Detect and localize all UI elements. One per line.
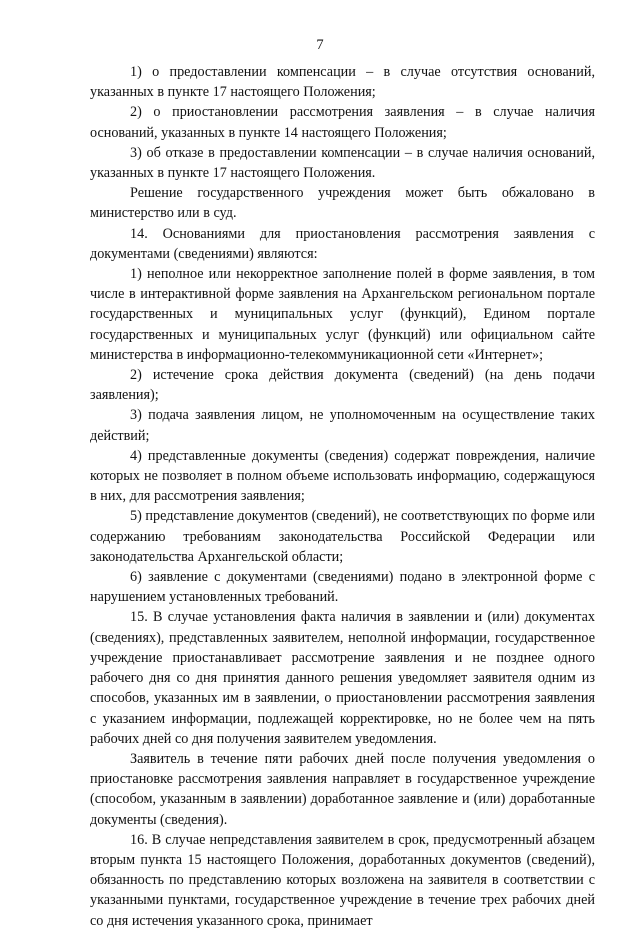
paragraph-clause-14-item-5: 5) представление документов (сведений), не соответствующих по форме или содержанию требованиям законодательства Российской Федерации или законодательства Архангельской области;: [90, 508, 595, 565]
paragraph-decision-suspension: 2) о приостановлении рассмотрения заявления – в случае наличия оснований, указанных в пункте 14 настоящего Положения;: [90, 104, 595, 141]
paragraph-clause-14-item-1: 1) неполное или некорректное заполнение полей в форме заявления, в том числе в интерактивной форме заявления на Архангельском региональном портале государственных и муниципальных услуг (функций), Едином портале государственных и муниципальных услуг (функций) или официальном сайте министерства в информационно-телекоммуникационной сети «Интернет»;: [90, 266, 595, 363]
page-number: 7: [316, 37, 324, 53]
paragraph-clause-14: 14. Основаниями для приостановления рассмотрения заявления с документами (сведениями) являются:: [90, 225, 595, 262]
document-body: [90, 62, 595, 931]
paragraph-clause-14-item-2: 2) истечение срока действия документа (сведений) (на день подачи заявления);: [90, 367, 595, 404]
paragraph-decision-refusal: 3) об отказе в предоставлении компенсации – в случае наличия оснований, указанных в пункте 17 настоящего Положения.: [90, 144, 595, 182]
paragraph-clause-15: 15. В случае установления факта наличия в заявлении и (или) документах (сведениях), представленных заявителем, неполной информации, государственное учреждение приостанавливает рассмотрение заявления и не позднее одного рабочего дня со дня принятия данного решения уведомляет заявителя одним из способов, указанных им в заявлении, о приостановлении рассмотрения заявления с указанием информации, подлежащей корректировке, но не более чем на пять рабочих дней со дня получения заявителем уведомления.: [90, 609, 595, 747]
paragraph-clause-16: 16. В случае непредставления заявителем в срок, предусмотренный абзацем вторым пункта 15 настоящего Положения, доработанных документов (сведений), обязанность по представлению которых возложена на заявителя в соответствии с указанными пунктами, государственное учреждение в течение трех рабочих дней со дня истечения указанного срока, принимает: [90, 831, 595, 929]
paragraph-clause-14-item-3: 3) подача заявления лицом, не уполномоченным на осуществление таких действий;: [90, 407, 595, 444]
paragraph-clause-14-item-6: 6) заявление с документами (сведениями) подано в электронной форме с нарушением установленных требований.: [90, 569, 595, 606]
paragraph-decision-compensation: 1) о предоставлении компенсации – в случае отсутствия оснований, указанных в пункте 17 настоящего Положения;: [90, 64, 595, 101]
paragraph-appeal: Решение государственного учреждения может быть обжаловано в министерство или в суд.: [90, 185, 595, 222]
paragraph-clause-14-item-4: 4) представленные документы (сведения) содержат повреждения, наличие которых не позволяет в полном объеме использовать информацию, содержащуюся в них, для рассмотрения заявления;: [90, 447, 595, 505]
paragraph-clause-15-applicant: Заявитель в течение пяти рабочих дней после получения уведомления о приостановке рассмотрения заявления направляет в государственное учреждение (способом, указанным в заявлении) доработанное заявление и (или) доработанные документы (сведения).: [90, 750, 595, 828]
